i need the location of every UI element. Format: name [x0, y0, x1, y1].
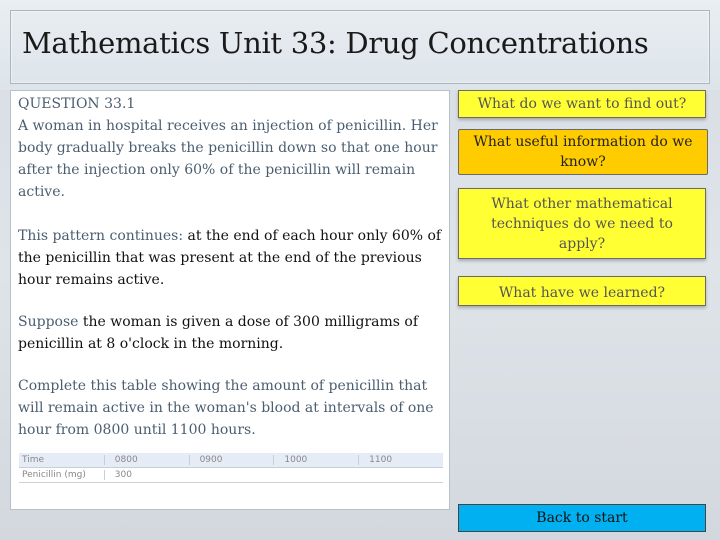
page-title: Mathematics Unit 33: Drug Concentrations	[22, 26, 649, 60]
table-row	[19, 468, 443, 483]
question-text-4: Complete this table showing the amount of penicillin that will remain active in the woman's blood at intervals of one hour from 0800 until 1100 hours.	[18, 378, 434, 438]
table-header-cell: 1000	[273, 455, 358, 465]
back-to-start-button[interactable]: Back to start	[458, 504, 706, 532]
penicillin-table	[19, 453, 443, 483]
pattern-lead: This pattern continues:	[18, 228, 188, 244]
question-text-3	[18, 311, 443, 355]
question-panel	[10, 90, 450, 510]
suppose-rest: the woman is given a dose of 300 milligrams of penicillin at 8 o'clock in the morning.	[18, 314, 419, 352]
techniques-button[interactable]: What other mathematical techniques do we need to apply?	[458, 188, 706, 259]
pattern-rest: at the end of each hour only 60% of the penicillin that was present at the end of the previous hour remains active.	[18, 228, 442, 288]
useful-info-button[interactable]: What useful information do we know?	[458, 129, 708, 175]
table-header-cell: 0900	[189, 455, 274, 465]
suppose-lead: Suppose	[18, 314, 83, 330]
find-out-button[interactable]: What do we want to find out?	[458, 90, 706, 118]
question-intro: A woman in hospital receives an injection of penicillin. Her body gradually breaks the penicillin down so that one hour after the injection only 60% of the penicillin will remain active.	[18, 118, 438, 200]
question-heading: QUESTION 33.1	[18, 96, 136, 112]
title-bar	[0, 0, 720, 90]
table-header-cell: 0800	[104, 455, 189, 465]
table-header-cell: Time	[22, 455, 45, 465]
table-header-cell: 1100	[358, 455, 443, 465]
learned-button[interactable]: What have we learned?	[458, 276, 706, 306]
question-text-1	[18, 93, 443, 203]
table-header-row	[19, 453, 443, 468]
table-cell: 300	[104, 470, 189, 480]
table-cell: Penicillin (mg)	[22, 470, 86, 480]
question-text-2	[18, 225, 443, 291]
